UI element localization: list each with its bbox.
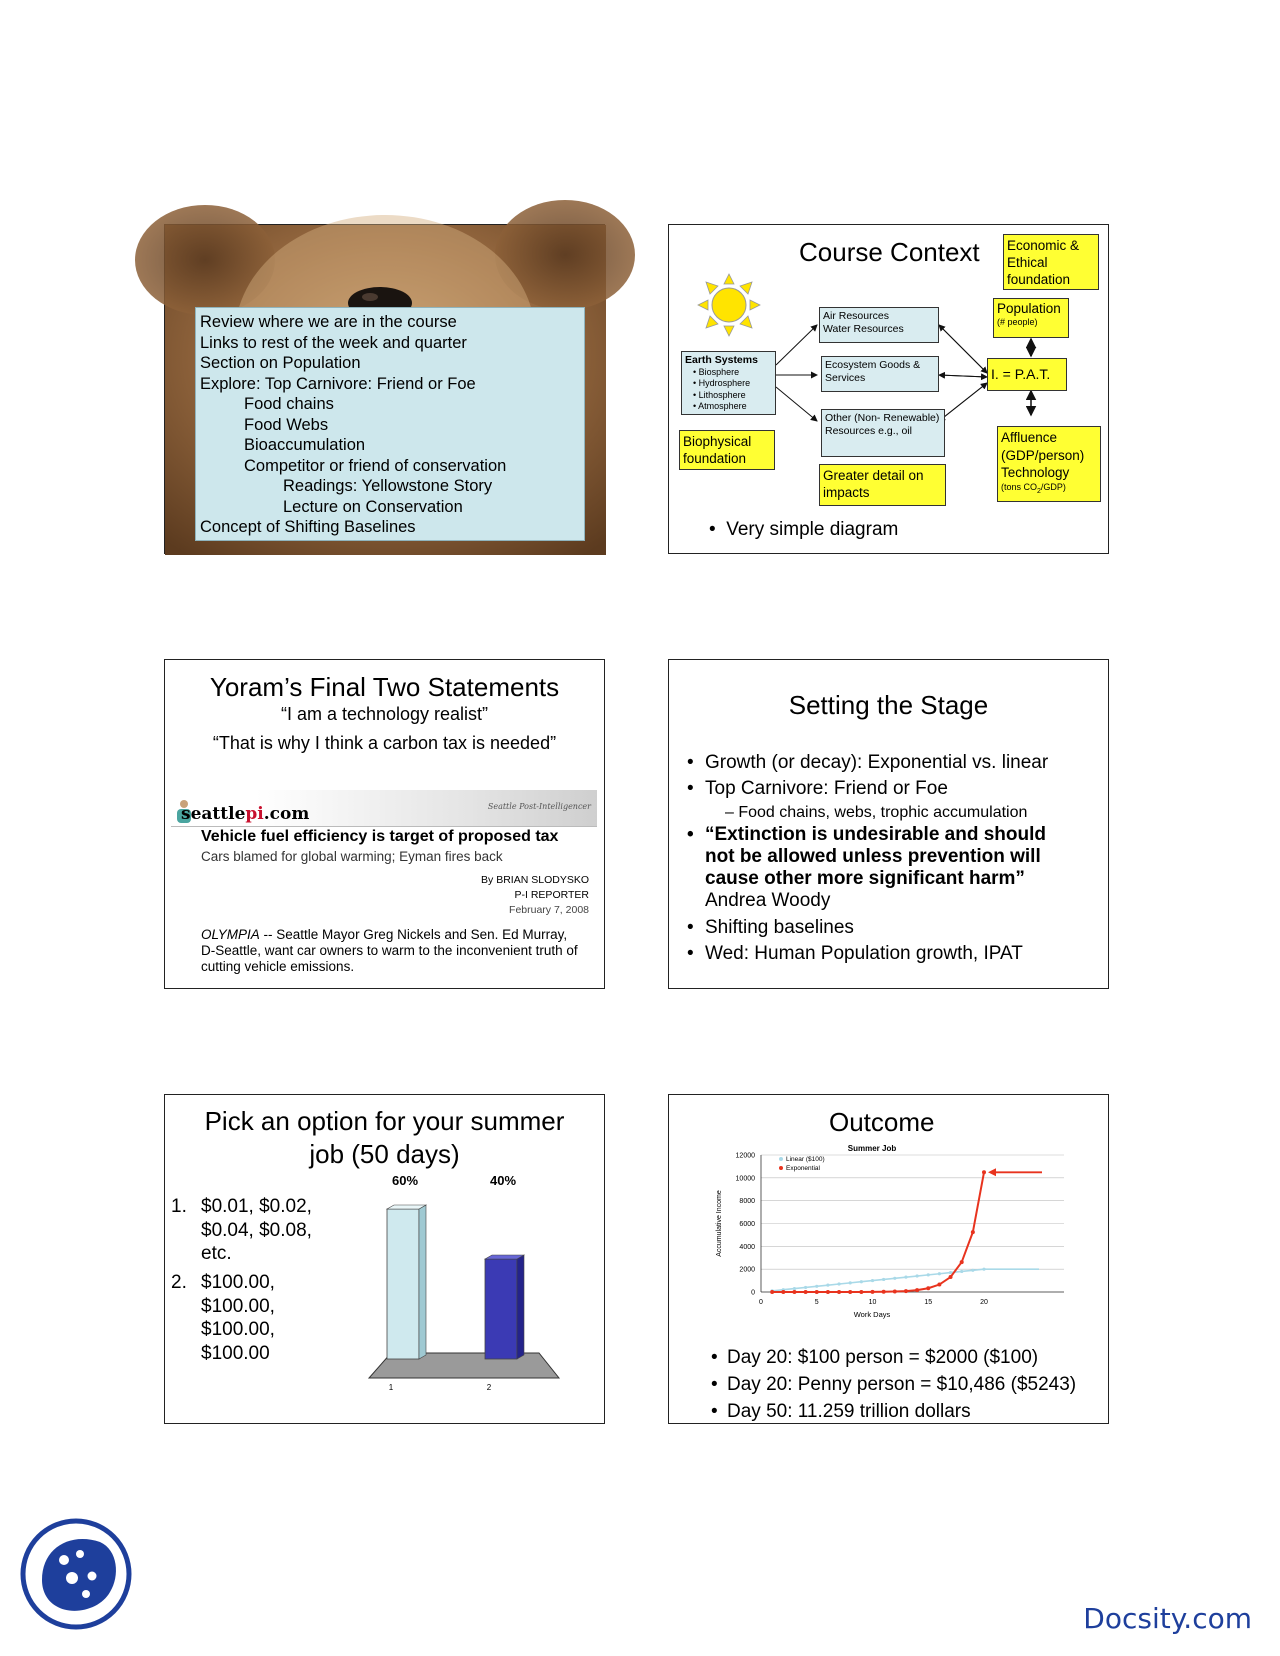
y-axis-label: Accumulative Income [716, 1190, 723, 1257]
series-line-0 [772, 1269, 984, 1291]
water-resources-label: Water Resources [823, 322, 904, 335]
docsity-logo-icon [20, 1518, 132, 1630]
data-point [815, 1290, 819, 1294]
y-tick-label: 2000 [739, 1266, 755, 1274]
x-tick-label: 0 [759, 1299, 763, 1306]
data-point [915, 1288, 919, 1292]
agenda-subitem: Food chains [244, 395, 334, 413]
earth-systems-item: • Hydrosphere [693, 378, 751, 388]
data-point [804, 1286, 807, 1289]
poll-bar-chart [361, 1171, 591, 1392]
x-tick-label: 2 [486, 1383, 492, 1392]
earth-systems-item: • Biosphere [693, 366, 740, 377]
bar-1 [387, 1205, 426, 1359]
bar-2 [485, 1255, 524, 1359]
data-point [837, 1282, 840, 1285]
data-point [949, 1275, 953, 1279]
data-point [770, 1290, 774, 1294]
news-clipping [171, 790, 597, 980]
legend-marker [779, 1157, 783, 1161]
quote-bullet: • “Extinction is undesirable and should not be allowed unless prevention will cause other more significant harm” [687, 824, 1046, 889]
agenda-subitem: Bioaccumulation [244, 436, 366, 454]
affluence-label: Affluence (GDP/person) [1001, 430, 1085, 463]
bullet-item: • Wed: Human Population growth, IPAT [687, 943, 1023, 964]
earth-systems-title: Earth Systems [685, 354, 758, 366]
data-point [971, 1269, 974, 1272]
news-byline: By BRIAN SLODYSKO [481, 874, 589, 886]
bullet-item: • Top Carnivore: Friend or Foe [687, 778, 948, 799]
bullet-item: • Shifting baselines [687, 917, 854, 938]
data-point [938, 1272, 941, 1275]
affluence-technology-box [997, 426, 1101, 502]
agenda-item: Concept of Shifting Baselines [200, 518, 416, 536]
data-point [904, 1289, 908, 1293]
legend-marker [779, 1166, 783, 1170]
bullet-item: • Very simple diagram [709, 519, 899, 540]
slide-title: Pick an option for your summer job (50 days) [204, 1106, 565, 1169]
news-lede: OLYMPIA -- Seattle Mayor Greg Nickels and Sen. Ed Murray, D-Seattle, want car owners to warm to the inconvenient truth of cutting vehicle emissions. [201, 927, 578, 974]
masthead-text: Seattle Post-Intelligencer [487, 802, 591, 811]
data-point [916, 1274, 919, 1277]
data-point [781, 1290, 785, 1294]
bar-front [485, 1259, 517, 1359]
slide-title: Course Context [799, 237, 980, 267]
summer-job-line-chart [709, 1143, 1109, 1333]
y-tick-label: 0 [751, 1289, 755, 1297]
data-point [927, 1273, 930, 1276]
news-date: February 7, 2008 [509, 904, 589, 916]
agenda-item: Section on Population [200, 354, 361, 372]
bullet-item: • Day 50: 11.259 trillion dollars [711, 1401, 971, 1422]
y-tick-label: 4000 [739, 1243, 755, 1251]
slide-agenda [164, 224, 605, 554]
slide-course-context [668, 224, 1109, 554]
news-headline: Vehicle fuel efficiency is target of proposed tax [201, 828, 559, 845]
data-point [815, 1285, 818, 1288]
biophysical-foundation-box: Biophysical foundation [679, 430, 775, 470]
sub-bullet-item: – Food chains, webs, trophic accumulation [725, 804, 1028, 821]
technology-label: Technology [1001, 465, 1070, 480]
agenda-item: Explore: Top Carnivore: Friend or Foe [200, 374, 476, 393]
legend-label: Exponential [786, 1165, 820, 1172]
other-resources-box: Other (Non- Renewable) Resources e.g., oil [821, 409, 945, 457]
quote-2: “That is why I think a carbon tax is needed” [212, 733, 557, 753]
quote-1: “I am a technology realist” [280, 704, 489, 724]
x-tick-label: 5 [814, 1299, 819, 1306]
x-axis-label: Work Days [853, 1310, 891, 1319]
quote-author: Andrea Woody [705, 890, 831, 911]
data-point [792, 1290, 796, 1294]
x-tick-label: 1 [388, 1383, 394, 1392]
bar-side [419, 1205, 426, 1359]
bullet-item: • Day 20: Penny person = $10,486 ($5243) [711, 1374, 1077, 1395]
bar-top [387, 1205, 426, 1209]
agenda-subitem: Competitor or friend of conservation [244, 456, 507, 475]
ecosystem-box: Ecosystem Goods & Services [821, 356, 939, 392]
greater-detail-box: Greater detail on impacts [819, 464, 946, 506]
red-arrow-head [988, 1168, 996, 1176]
x-tick-label: 15 [924, 1299, 933, 1306]
data-point [849, 1281, 852, 1284]
sun-icon [698, 274, 760, 336]
bullet-item: • Day 20: $100 person = $2000 ($100) [711, 1347, 1039, 1368]
data-point [937, 1283, 941, 1287]
data-point [893, 1290, 897, 1294]
data-point [826, 1284, 829, 1287]
data-point [848, 1290, 852, 1294]
y-tick-label: 12000 [735, 1152, 755, 1160]
earth-systems-box [681, 351, 776, 415]
slide-title: Outcome [829, 1107, 935, 1137]
bar-top [485, 1255, 524, 1259]
data-point [871, 1279, 874, 1282]
data-point [860, 1280, 863, 1283]
bar-front [387, 1209, 419, 1359]
data-point [893, 1277, 896, 1280]
data-point [949, 1271, 952, 1274]
ipat-box: I. = P.A.T. [987, 358, 1067, 391]
x-tick-label: 20 [980, 1299, 988, 1306]
bar-side [517, 1255, 524, 1359]
slide-outcome [668, 1094, 1109, 1424]
data-point [882, 1278, 885, 1281]
data-point [960, 1270, 963, 1273]
y-tick-label: 8000 [739, 1198, 755, 1206]
series-line-1 [772, 1172, 984, 1292]
population-label: Population [997, 301, 1061, 316]
slide-title: Setting the Stage [788, 690, 989, 720]
data-point [926, 1286, 930, 1290]
y-tick-label: 6000 [739, 1221, 755, 1228]
agenda-item: Review where we are in the course [200, 313, 457, 331]
data-point [793, 1287, 796, 1290]
slide-setting-the-stage [668, 659, 1109, 989]
legend-label: Linear ($100) [786, 1156, 825, 1163]
data-point [882, 1290, 886, 1294]
chart-title: Summer Job [847, 1144, 897, 1153]
data-point [859, 1290, 863, 1294]
option-1: 1. $0.01, $0.02, $0.04, $0.08, etc. [171, 1196, 312, 1264]
news-reporter: P-I REPORTER [514, 889, 589, 901]
news-subhead: Cars blamed for global warming; Eyman fires back [201, 849, 503, 864]
economic-foundation-box: Economic & Ethical foundation [1003, 234, 1099, 290]
air-resources-label: Air Resources [823, 310, 889, 322]
x-tick-label: 10 [868, 1299, 877, 1306]
option-2: 2. $100.00, $100.00, $100.00, $100.00 [171, 1272, 275, 1364]
population-box [993, 298, 1069, 338]
data-point [960, 1260, 964, 1264]
data-point [904, 1276, 907, 1279]
earth-systems-item: • Atmosphere [693, 401, 747, 411]
data-label: 60% [391, 1173, 419, 1188]
air-water-box [819, 307, 939, 343]
population-sublabel: (# people) [997, 317, 1038, 327]
agenda-subsubitem: Lecture on Conservation [283, 497, 463, 516]
data-point [837, 1290, 841, 1294]
data-point [971, 1230, 975, 1234]
earth-systems-item: • Lithosphere [693, 389, 746, 400]
agenda-subsubitem: Readings: Yellowstone Story [283, 477, 493, 495]
data-point [982, 1170, 986, 1174]
slide-title: Yoram’s Final Two Statements [209, 672, 560, 702]
seattlepi-logo: seattlepi.com [181, 804, 310, 824]
agenda-subitem: Food Webs [244, 415, 329, 434]
docsity-watermark: Docsity.com [1083, 1602, 1252, 1635]
data-label: 40% [489, 1173, 517, 1188]
agenda-box [195, 307, 585, 541]
slide-summer-job-options [164, 1094, 605, 1424]
technology-unit: (tons $CO_2/GDP$) [1001, 481, 1066, 495]
y-tick-label: 10000 [735, 1175, 755, 1183]
data-point [871, 1290, 875, 1294]
data-point [804, 1290, 808, 1294]
bullet-item: • Growth (or decay): Exponential vs. linear [687, 752, 1049, 773]
slide-yoram-statements [164, 659, 605, 989]
agenda-item: Links to rest of the week and quarter [200, 333, 467, 352]
data-point [826, 1290, 830, 1294]
